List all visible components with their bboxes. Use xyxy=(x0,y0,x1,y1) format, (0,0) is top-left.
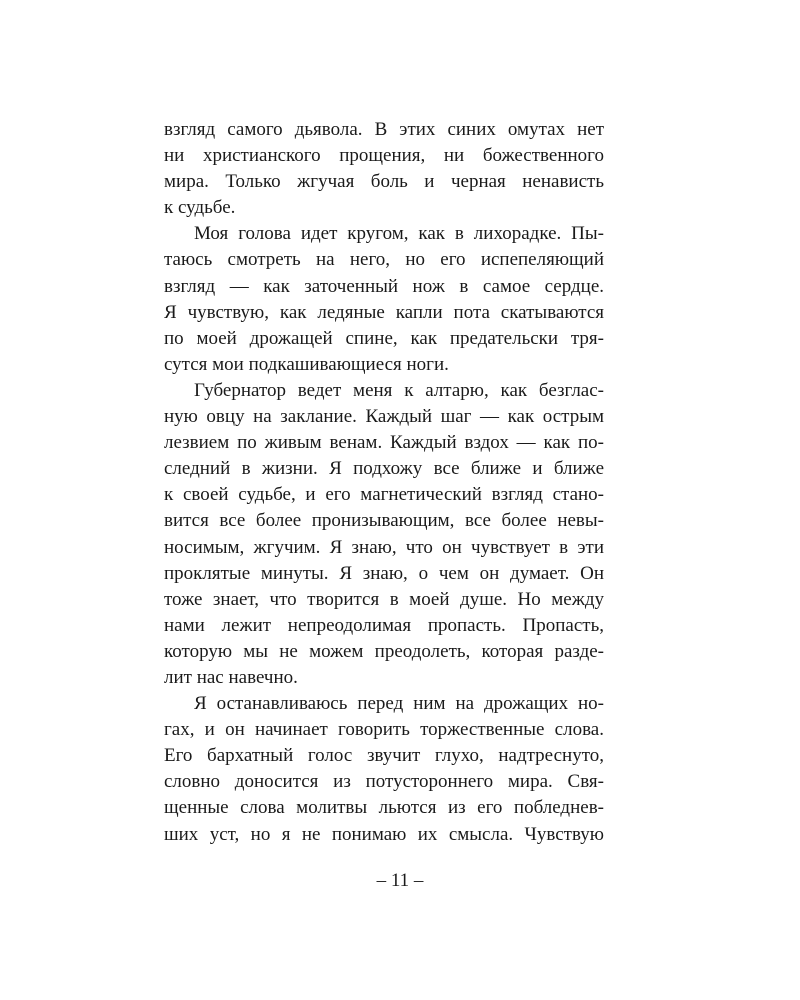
text-line: Его бархатный голос звучит глухо, надтреснуто, xyxy=(164,745,604,767)
text-line: мира. Только жгучая боль и черная ненависть xyxy=(164,171,604,193)
text-line: ших уст, но я не понимаю их смысла. Чувствую xyxy=(164,823,604,845)
text-line: таюсь смотреть на него, но его испепеляющий xyxy=(164,249,604,271)
page-number: – 11 – xyxy=(376,870,424,891)
text-line: к своей судьбе, и его магнетический взгляд стано- xyxy=(164,484,604,506)
text-line: взгляд — как заточенный нож в самое сердце. xyxy=(164,275,604,297)
text-line: к судьбе. xyxy=(164,197,236,219)
text-line: Я чувствую, как ледяные капли пота скатываются xyxy=(164,301,604,323)
text-line: сутся мои подкашивающиеся ноги. xyxy=(164,353,449,375)
text-line: гах, и он начинает говорить торжественные слова. xyxy=(164,719,604,741)
text-line: по моей дрожащей спине, как предательски тря- xyxy=(164,327,604,349)
paragraph xyxy=(164,221,604,378)
text-line: вится все более пронизывающим, все более невы- xyxy=(164,510,604,532)
text-line: лит нас навечно. xyxy=(164,666,298,688)
text-line: следний в жизни. Я подхожу все ближе и ближе xyxy=(164,458,604,480)
text-line: щенные слова молитвы льются из его побледнев- xyxy=(164,797,604,819)
text-line: ную овцу на заклание. Каждый шаг — как острым xyxy=(164,406,604,428)
paragraph xyxy=(164,117,604,221)
paragraph xyxy=(164,378,604,691)
text-line: нами лежит непреодолимая пропасть. Пропасть, xyxy=(164,614,604,636)
text-line: ни христианского прощения, ни божественного xyxy=(164,145,604,167)
text-line: Моя голова идет кругом, как в лихорадке. Пы- xyxy=(194,223,604,245)
text-line: словно доносится из потустороннего мира. Свя- xyxy=(164,771,604,793)
text-line: взгляд самого дьявола. В этих синих омутах нет xyxy=(164,119,604,140)
text-line: носимым, жгучим. Я знаю, что он чувствует в эти xyxy=(164,536,604,558)
text-line: Я останавливаюсь перед ним на дрожащих но- xyxy=(194,693,604,715)
paragraph xyxy=(164,691,604,848)
text-line: Губернатор ведет меня к алтарю, как безглас- xyxy=(194,379,604,401)
text-line: которую мы не можем преодолеть, которая разде- xyxy=(164,640,604,662)
text-line: лезвием по живым венам. Каждый вздох — как по- xyxy=(164,432,604,454)
text-line: проклятые минуты. Я знаю, о чем он думает. Он xyxy=(164,562,604,584)
text-line: тоже знает, что творится в моей душе. Но между xyxy=(164,588,604,610)
book-page-text xyxy=(164,117,604,848)
